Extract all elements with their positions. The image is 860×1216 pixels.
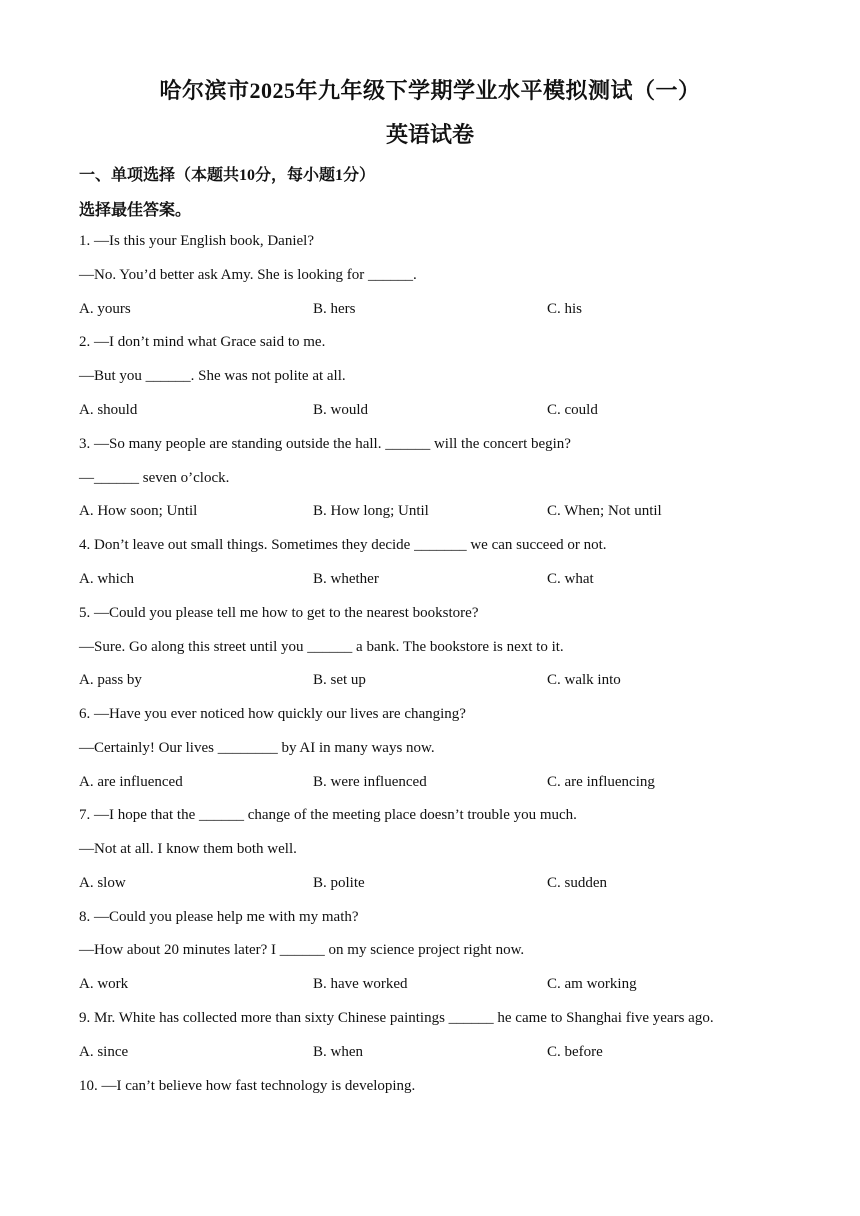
question-9-option-a: A. since — [79, 1044, 129, 1060]
question-5-option-c: C. walk into — [547, 672, 621, 688]
question-6-stem: 6. —Have you ever noticed how quickly our lives are changing? — [79, 706, 466, 722]
section-heading: 一、单项选择（本题共10分，每小题1分） — [79, 167, 376, 184]
question-3-reply: —______ seven o’clock. — [79, 470, 230, 486]
question-7-stem: 7. —I hope that the ______ change of the meeting place doesn’t trouble you much. — [79, 807, 577, 823]
question-4-option-a: A. which — [79, 571, 134, 587]
question-7-option-c: C. sudden — [547, 875, 607, 891]
question-6-option-c: C. are influencing — [547, 774, 655, 790]
question-6-option-b: B. were influenced — [313, 774, 427, 790]
question-3-option-c: C. When; Not until — [547, 503, 662, 519]
question-7-option-a: A. slow — [79, 875, 126, 891]
question-7-option-b: B. polite — [313, 875, 365, 891]
page-subtitle: 英语试卷 — [385, 122, 474, 147]
question-6-option-a: A. are influenced — [79, 774, 183, 790]
question-2-stem: 2. —I don’t mind what Grace said to me. — [79, 334, 326, 350]
question-4-stem: 4. Don’t leave out small things. Sometimes they decide _______ we can succeed or not. — [79, 537, 607, 553]
question-5-reply: —Sure. Go along this street until you ______ a bank. The bookstore is next to it. — [79, 639, 564, 655]
question-5-option-b: B. set up — [313, 672, 366, 688]
question-3-option-a: A. How soon; Until — [79, 503, 198, 519]
question-6-reply: —Certainly! Our lives ________ by AI in many ways now. — [79, 740, 435, 756]
question-4-option-b: B. whether — [313, 571, 379, 587]
question-3-stem: 3. —So many people are standing outside the hall. ______ will the concert begin? — [79, 436, 571, 452]
question-1-option-c: C. his — [547, 301, 583, 317]
question-3-option-b: B. How long; Until — [313, 503, 429, 519]
question-1-option-b: B. hers — [313, 301, 356, 317]
question-8-option-b: B. have worked — [313, 976, 408, 992]
question-7-reply: —Not at all. I know them both well. — [79, 841, 297, 857]
question-8-option-c: C. am working — [547, 976, 637, 992]
question-8-stem: 8. —Could you please help me with my math? — [79, 909, 359, 925]
question-2-option-c: C. could — [547, 402, 598, 418]
question-1-reply: —No. You’d better ask Amy. She is looking for ______. — [79, 267, 417, 283]
question-2-option-b: B. would — [313, 402, 369, 418]
question-9-stem: 9. Mr. White has collected more than sixty Chinese paintings ______ he came to Shanghai five years ago. — [79, 1010, 714, 1026]
question-1-stem: 1. —Is this your English book, Daniel? — [79, 233, 314, 249]
question-5-option-a: A. pass by — [79, 672, 142, 688]
page-title: 哈尔滨市2025年九年级下学期学业水平模拟测试（一） — [159, 78, 701, 103]
question-2-reply: —But you ______. She was not polite at all. — [79, 368, 346, 384]
question-5-stem: 5. —Could you please tell me how to get to the nearest bookstore? — [79, 605, 479, 621]
question-9-option-b: B. when — [313, 1044, 363, 1060]
question-8-reply: —How about 20 minutes later? I ______ on my science project right now. — [79, 942, 525, 958]
question-1-option-a: A. yours — [79, 301, 131, 317]
question-4-option-c: C. what — [547, 571, 594, 587]
question-9-option-c: C. before — [547, 1044, 603, 1060]
section-instruction: 选择最佳答案。 — [79, 202, 192, 219]
question-10-stem: 10. —I can’t believe how fast technology is developing. — [79, 1078, 416, 1094]
question-2-option-a: A. should — [79, 402, 138, 418]
question-8-option-a: A. work — [79, 976, 129, 992]
